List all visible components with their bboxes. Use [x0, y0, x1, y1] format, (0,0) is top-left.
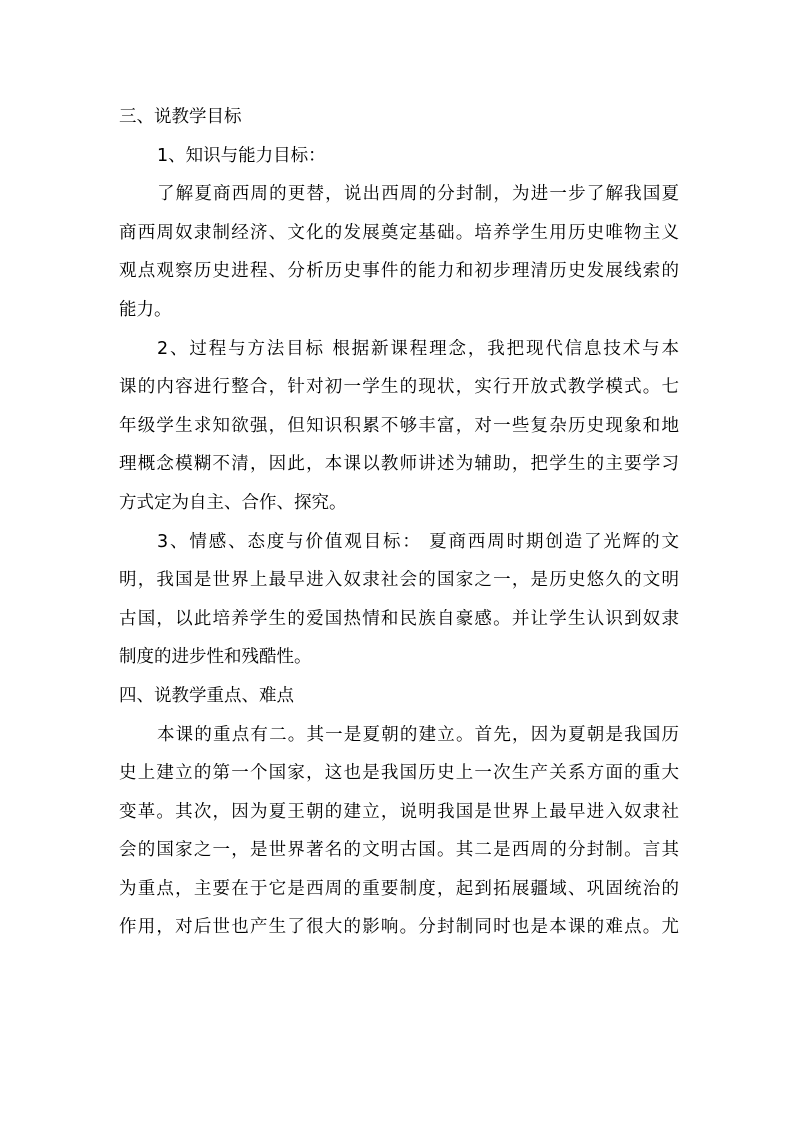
paragraph-line: 变革。其次，因为夏王朝的建立，说明我国是世界上最早进入奴隶社: [119, 801, 679, 822]
paragraph-line: 商西周奴隶制经济、文化的发展奠定基础。培养学生用历史唯物主义: [119, 222, 679, 243]
section-heading: 四、说教学重点、难点: [119, 685, 294, 706]
paragraph-first-line: 2、过程与方法目标 根据新课程理念，我把现代信息技术与本: [157, 338, 679, 359]
paragraph-line: 会的国家之一，是世界著名的文明古国。其二是西周的分封制。言其: [119, 840, 679, 861]
paragraph-line: 古国，以此培养学生的爱国热情和民族自豪感。并让学生认识到奴隶: [119, 608, 679, 629]
paragraph-line: 史上建立的第一个国家，这也是我国历史上一次生产关系方面的重大: [119, 763, 679, 784]
paragraph-line: 课的内容进行整合，针对初一学生的现状，实行开放式教学模式。七: [119, 377, 679, 398]
paragraph-first-line: 本课的重点有二。其一是夏朝的建立。首先，因为夏朝是我国历: [157, 724, 679, 745]
paragraph-line: 年级学生求知欲强，但知识积累不够丰富，对一些复杂历史现象和地: [119, 415, 679, 436]
section-heading: 三、说教学目标: [119, 107, 242, 127]
paragraph-first-line: 了解夏商西周的更替，说出西周的分封制，为进一步了解我国夏: [157, 184, 679, 205]
paragraph-last-line: 方式定为自主、合作、探究。: [119, 492, 347, 513]
paragraph-last-line: 能力。: [119, 299, 172, 320]
paragraph-first-line: 3、情感、态度与价值观目标： 夏商西周时期创造了光辉的文: [157, 531, 679, 552]
paragraph-line: 理概念模糊不清，因此，本课以教师讲述为辅助，把学生的主要学习: [119, 454, 679, 475]
subsection-heading: 1、知识与能力目标：: [157, 145, 326, 166]
paragraph-line: 明，我国是世界上最早进入奴隶社会的国家之一，是历史悠久的文明: [119, 570, 679, 591]
paragraph-line: 观点观察历史进程、分析历史事件的能力和初步理清历史发展线索的: [119, 261, 679, 282]
paragraph-line: 为重点，主要在于它是西周的重要制度，起到拓展疆域、巩固统治的: [119, 878, 679, 899]
document-body: [119, 98, 679, 947]
paragraph-line: 作用，对后世也产生了很大的影响。分封制同时也是本课的难点。尤: [119, 917, 679, 938]
paragraph-last-line: 制度的进步性和残酷性。: [119, 647, 312, 668]
